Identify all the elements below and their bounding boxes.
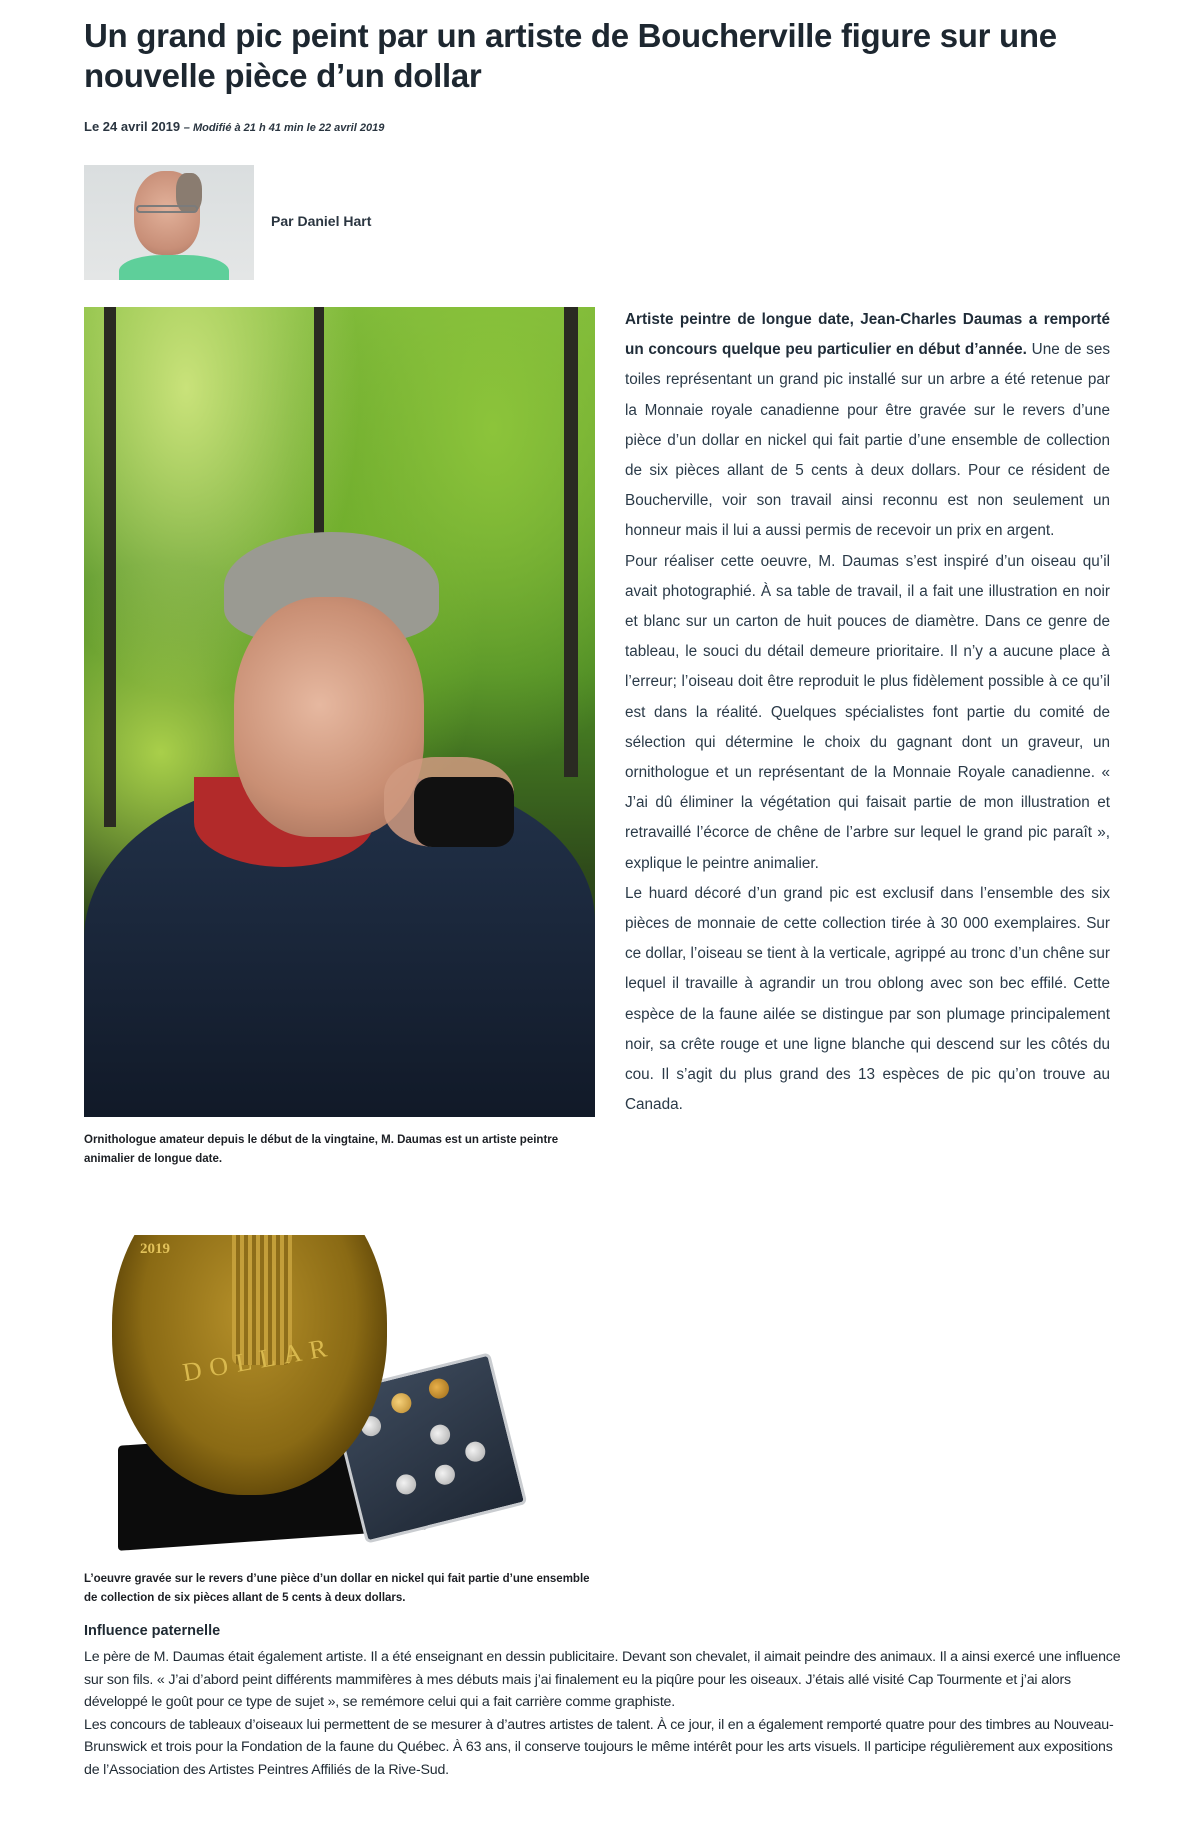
section-paragraph-1: Le père de M. Daumas était également artiste. Il a été enseignant en dessin publicitaire. Devant son chevalet, il aimait peindre des animaux. Il a ainsi exercé une influence sur son fils. « J’ai d’abord peint différents mammifères à mes débuts mais j’ai finalement eu la piqûre pour les oiseaux. J’étais allé visité Cap Tourmente et j’ai alors développé le goût pour ce type de sujet », se remémore celui qui a fait carrière comme graphiste. [84,1649,1121,1710]
publish-date: Le 24 avril 2019 [84,119,181,134]
mini-coin [427,1376,451,1400]
dateline [84,119,384,134]
paragraph-1-text: Une de ses toiles représentant un grand pic installé sur un arbre a été retenue par la Monnaie royale canadienne pour être gravée sur le revers d’une pièce d’un dollar en nickel qui fait partie d’une ensemble de collection de six pièces allant de 5 cents à deux dollars. Pour ce résident de Boucherville, voir son travail ainsi reconnu est non seulement un honneur mais il lui a aussi permis de recevoir un prix en argent. [625,341,1110,540]
coin-denomination: DOLLAR [180,1331,337,1388]
mini-coin [394,1472,418,1496]
mini-coin [463,1440,487,1464]
modified-date: – Modifié à 21 h 41 min le 22 avril 2019 [183,122,385,134]
paragraph-3: Le huard décoré d’un grand pic est exclusif dans l’ensemble des six pièces de monnaie de cette collection tirée à 30 000 exemplaires. Sur ce dollar, l’oiseau se tient à la verticale, agrippé au tronc d’un chêne sur lequel il travaille à agrandir un trou oblong avec son bec effilé. Cette espèce de la faune ailée se distingue par son plumage principalement noir, sa crête rouge et une ligne blanche qui descend sur les côtés du cou. Il s’agit du plus grand des 13 espèces de pic qu’on trouve au Canada. [625,884,1110,1114]
section-body [84,1646,1124,1781]
paragraph-1 [625,305,1110,547]
paragraph-2: Pour réaliser cette oeuvre, M. Daumas s’est inspiré d’un oiseau qu’il avait photographié. À sa table de travail, il a fait une illustration en noir et blanc sur un carton de huit pouces de diamètre. Dans ce genre de tableau, le souci du détail demeure prioritaire. Il n’y a aucune place à l’erreur; l’oiseau doit être reproduit le plus fidèlement possible à ce qu’il est dans la réalité. Quelques spécialistes font partie du comité de sélection qui détermine le choix du gagnant dont un graveur, un ornithologue et un représentant de la Monnaie Royale canadienne. « J’ai dû éliminer la végétation qui faisait partie de mon illustration et retravaillé l’écorce de chêne de l’arbre sur lequel le grand pic paraît », explique le peintre animalier. [625,552,1110,872]
artist-photo-caption: Ornithologue amateur depuis le début de la vingtaine, M. Daumas est un artiste peintre animalier de longue date. [84,1134,559,1165]
coin-photo-caption: L’oeuvre gravée sur le revers d’une pièce d’un dollar en nickel qui fait partie d’une ensemble de collection de six pièces allant de 5 cents à deux dollars. [84,1573,590,1604]
section-heading: Influence paternelle [84,1623,221,1639]
lead-text: Artiste peintre de longue date, Jean-Charles Daumas a remporté un concours quelque peu particulier en début d’année. [625,311,1110,359]
coin-photo [100,1235,550,1555]
tree-trunk [104,307,116,827]
mini-coin [428,1423,452,1447]
author-shirt [119,255,229,280]
mini-coin [389,1391,413,1415]
article-title: Un grand pic peint par un artiste de Boucherville figure sur une nouvelle pièce d’un dollar [84,17,1057,94]
author-photo [84,165,254,280]
article-body [625,305,1110,1120]
author-byline[interactable]: Par Daniel Hart [271,213,372,229]
tree-trunk [564,307,578,777]
mini-coin [433,1463,457,1487]
section-paragraph-2: Les concours de tableaux d’oiseaux lui permettent de se mesurer à d’autres artistes de talent. À ce jour, il en a également remporté quatre pour des timbres au Nouveau-Brunswick et trois pour la Fondation de la faune du Québec. À 63 ans, il conserve toujours le même intérêt pour les arts visuels. Il participe régulièrement aux expositions de l’Association des Artistes Peintres Affiliés de la Rive-Sud. [84,1716,1114,1778]
author-glasses [136,205,198,213]
artist-photo [84,307,595,1117]
binoculars [414,777,514,847]
coin-year: 2019 [140,1241,170,1257]
